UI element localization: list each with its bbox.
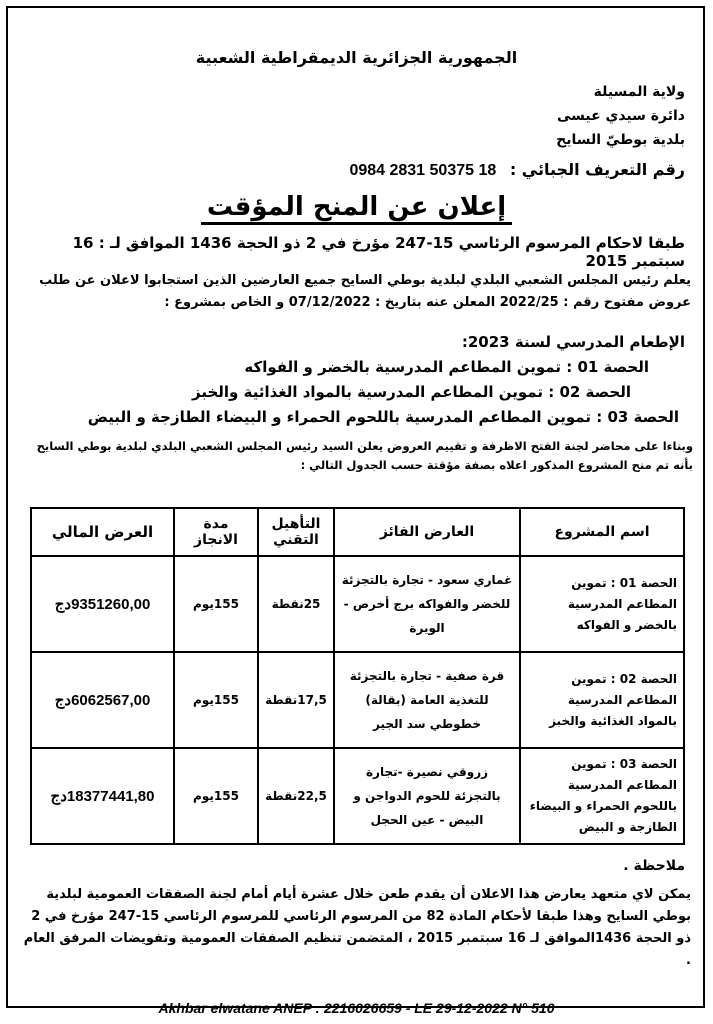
cell-score: 25نقطة <box>258 556 334 652</box>
note-body: يمكن لاي متعهد يعارض هذا الاعلان أن يقدم طعن خلال عشرة أيام أمام لجنة الصفقات العمومية لبلدية بوطي السايح وهذا طبقا لأحكام المادة 82 من المرسوم الرئاسي للمرسوم الرئاسي 15-247 مؤرخ في 2 ذو الحجة 1436الموافق لـ 16 سبتمبر 2015 ، المتضمن تنظيم الصفقات العمومية وتفويضات المرفق العام . <box>23 887 691 968</box>
cell-score: 17,5نقطة <box>258 652 334 748</box>
table-row <box>31 748 684 844</box>
table-header-row <box>31 508 684 556</box>
wilaya-label: ولاية المسيلة <box>593 84 685 100</box>
fiscal-id-number: 0984 2831 50375 18 <box>349 162 497 179</box>
header-technical-score: التأهيل التقني <box>258 508 334 556</box>
table-row <box>31 652 684 748</box>
header-duration: مدة الانجاز <box>174 508 258 556</box>
cell-score: 22,5نقطة <box>258 748 334 844</box>
header-financial-offer: العرض المالي <box>31 508 174 556</box>
daira-label: دائرة سيدي عيسى <box>556 108 685 124</box>
cell-project: الحصة 01 : تموين المطاعم المدرسية بالخضر و الفواكه <box>520 556 684 652</box>
cell-duration: 155يوم <box>174 652 258 748</box>
republic-heading: الجمهورية الجزائرية الديمقراطية الشعبية <box>195 48 518 67</box>
cell-winner: زروقي نصيرة -تجارة بالتجزئة للحوم الدواجن و البيض - عين الحجل <box>334 748 520 844</box>
cell-project: الحصة 03 : تموين المطاعم المدرسية باللحوم الحمراء و البيضاء الطازجة و البيض <box>520 748 684 844</box>
cell-winner: قرة صفية - تجارة بالتجزئة للتغذية العامة (بقالة) خطوطي سد الجير <box>334 652 520 748</box>
cell-duration: 155يوم <box>174 556 258 652</box>
fiscal-id-label: رقم التعريف الجبائي : <box>509 160 685 179</box>
legal-reference: طبقا لاحكام المرسوم الرئاسي 15-247 مؤرخ في 2 ذو الحجة 1436 الموافق لـ : 16 سبتمبر 2015 <box>72 234 685 270</box>
table-row <box>31 556 684 652</box>
commune-label: بلدية بوطيّ السايح <box>556 132 685 148</box>
lot-3: الحصة 03 : تموين المطاعم المدرسية باللحوم الحمراء و البيضاء الطازجة و البيض <box>87 408 679 426</box>
header-winner: العارض الفائز <box>334 508 520 556</box>
cell-offer-value: 9351260,00دج <box>54 596 151 613</box>
cell-duration: 155يوم <box>174 748 258 844</box>
lot-2: الحصة 02 : تموين المطاعم المدرسية بالمواد الغذائية والخبز <box>192 383 631 401</box>
announcement-title-text: إعلان عن المنح المؤقت <box>201 192 512 225</box>
cell-winner: غماري سعود - تجارة بالتجزئة للخضر والفواكه برج أخرص - الويرة <box>334 556 520 652</box>
header-project: اسم المشروع <box>520 508 684 556</box>
issuer-block <box>556 80 685 152</box>
cell-offer-value: 18377441,80دج <box>50 788 155 805</box>
announcement-body: يعلم رئيس المجلس الشعبي البلدي لبلدية بوطي السايح جميع العارضين الذين استجابوا لاعلان عن طلب عروض مفتوح رقم : 2022/25 المعلن عنه بتاريخ : 07/12/2022 و الخاص بمشروع : <box>39 273 691 310</box>
lot-1: الحصة 01 : تموين المطاعم المدرسية بالخضر و الفواكه <box>244 358 649 376</box>
publication-footer: Akhbar elwatane ANEP : 2216026659 - LE 29-12-2022 N° 510 <box>158 1000 555 1016</box>
cell-offer <box>31 748 174 844</box>
fiscal-id <box>349 160 685 180</box>
project-lots <box>25 330 685 430</box>
announcement-title <box>0 192 713 222</box>
award-statement: وبناءا على محاضر لجنة الفتح الاظرفة و تقييم العروض يعلن السيد رئيس المجلس الشعبي البلدي لبلدية بوطي السايح بأنه تم منح المشروع المذكور اعلاه بصفة مؤقتة حسب الجدول التالي : <box>36 439 693 472</box>
project-heading: الإطعام المدرسي لسنة 2023: <box>461 333 685 351</box>
cell-offer-value: 6062567,00دج <box>54 692 151 709</box>
cell-project: الحصة 02 : تموين المطاعم المدرسية بالمواد الغذائية والخبز <box>520 652 684 748</box>
note-heading: ملاحظة . <box>623 858 685 874</box>
cell-offer <box>31 652 174 748</box>
award-table <box>30 507 685 845</box>
cell-offer <box>31 556 174 652</box>
